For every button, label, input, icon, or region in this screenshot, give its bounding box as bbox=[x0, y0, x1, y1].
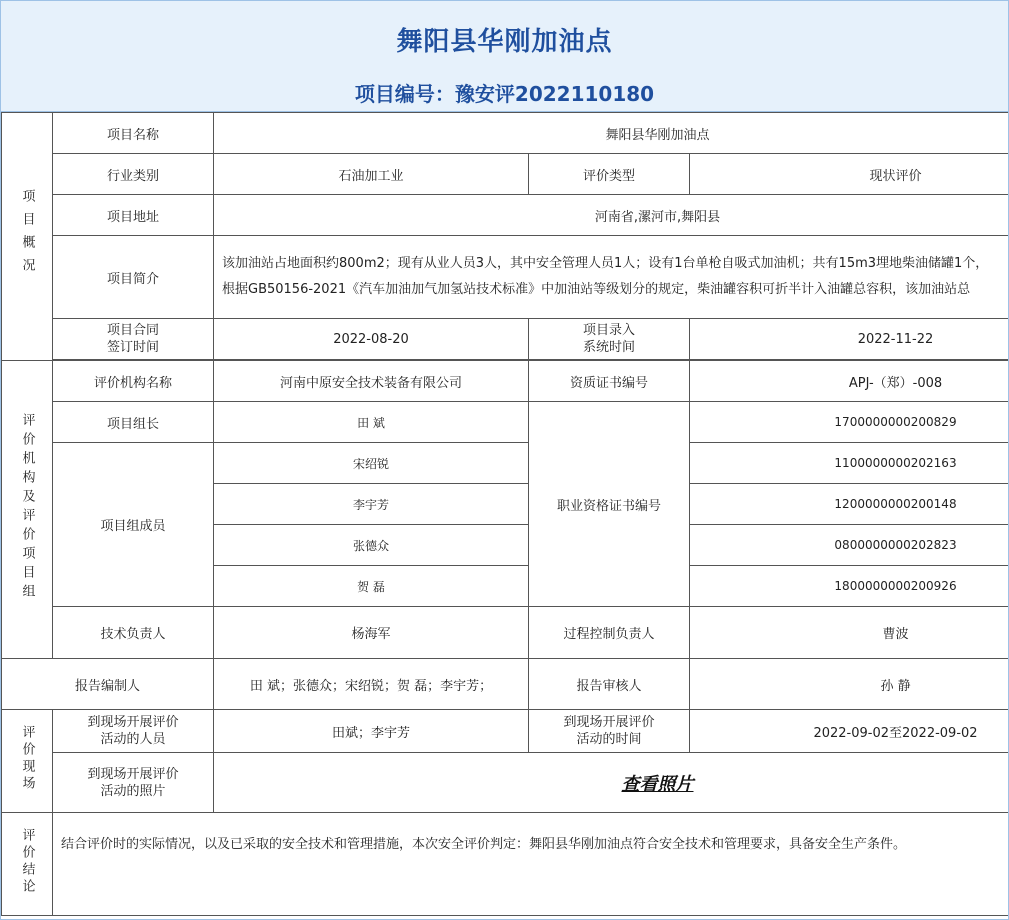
eval-type-value: 现状评价 bbox=[690, 154, 1009, 195]
conclusion-text: 结合评价时的实际情况，以及已采取的安全技术和管理措施，本次安全评价判定：舞阳县华刚加油点符合安全技术和管理要求，具备安全生产条件。 bbox=[53, 813, 1009, 916]
process-lead-label: 过程控制负责人 bbox=[529, 607, 690, 659]
page-header bbox=[1, 1, 1008, 112]
industry-label: 行业类别 bbox=[53, 154, 214, 195]
site-time-value: 2022-09-02至2022-09-02 bbox=[690, 710, 1009, 753]
site-photo-label: 到现场开展评价 活动的照片 bbox=[53, 753, 214, 813]
industry-value: 石油加工业 bbox=[214, 154, 529, 195]
site-section-label: 评价现场 bbox=[2, 710, 53, 813]
member-cert: 1100000000202163 bbox=[690, 443, 1009, 484]
site-photo-cell bbox=[214, 753, 1009, 813]
entry-date-label: 项目录入 系统时间 bbox=[529, 319, 690, 360]
intro-line-2: 根据GB50156-2021《汽车加油加气加氢站技术标准》中加油站等级划分的规定，柴油罐容积可折半计入油罐总容积，该加油站总 bbox=[222, 282, 971, 297]
site-people-value: 田斌；李宇芳 bbox=[214, 710, 529, 753]
page-title: 舞阳县华刚加油点 bbox=[396, 27, 613, 57]
project-name-label: 项目名称 bbox=[53, 113, 214, 154]
leader-name: 田 斌 bbox=[214, 402, 529, 443]
address-value: 河南省,漯河市,舞阳县 bbox=[214, 195, 1009, 236]
contract-date-value: 2022-08-20 bbox=[214, 319, 529, 360]
member-name: 张德众 bbox=[214, 525, 529, 566]
intro-line-1: 该加油站占地面积约800m2；现有从业人员3人，其中安全管理人员1人；设有1台单枪自吸式加油机；共有15m3埋地柴油储罐1个， bbox=[222, 256, 989, 271]
members-label: 项目组成员 bbox=[53, 443, 214, 607]
qualification-cert-label: 资质证书编号 bbox=[529, 361, 690, 402]
member-cert: 1800000000200926 bbox=[690, 566, 1009, 607]
org-section-label: 评价机构及评价项目组 bbox=[2, 361, 53, 659]
intro-text bbox=[214, 236, 1009, 319]
leader-cert: 1700000000200829 bbox=[690, 402, 1009, 443]
report-author-value: 田 斌；张德众；宋绍锐；贺 磊；李宇芳； bbox=[214, 659, 529, 710]
site-time-label: 到现场开展评价 活动的时间 bbox=[529, 710, 690, 753]
report-reviewer-value: 孙 静 bbox=[690, 659, 1009, 710]
intro-label: 项目简介 bbox=[53, 236, 214, 319]
overview-section-label: 项目概况 bbox=[2, 113, 53, 361]
report-reviewer-label: 报告审核人 bbox=[529, 659, 690, 710]
project-number: 项目编号：豫安评2022110180 bbox=[354, 82, 655, 106]
member-cert: 1200000000200148 bbox=[690, 484, 1009, 525]
view-photos-link[interactable]: 查看照片 bbox=[621, 773, 694, 795]
process-lead-value: 曹波 bbox=[690, 607, 1009, 659]
org-name-value: 河南中原安全技术装备有限公司 bbox=[214, 361, 529, 402]
member-cert: 0800000000202823 bbox=[690, 525, 1009, 566]
site-people-label: 到现场开展评价 活动的人员 bbox=[53, 710, 214, 753]
project-info-table bbox=[1, 112, 1009, 916]
member-name: 宋绍锐 bbox=[214, 443, 529, 484]
address-label: 项目地址 bbox=[53, 195, 214, 236]
entry-date-value: 2022-11-22 bbox=[690, 319, 1009, 360]
member-name: 贺 磊 bbox=[214, 566, 529, 607]
tech-lead-label: 技术负责人 bbox=[53, 607, 214, 659]
contract-date-label: 项目合同 签订时间 bbox=[53, 319, 214, 360]
qualification-cert-value: APJ-（郑）-008 bbox=[690, 361, 1009, 402]
member-name: 李宇芳 bbox=[214, 484, 529, 525]
professional-cert-label: 职业资格证书编号 bbox=[529, 402, 690, 607]
conclusion-section-label: 评价结论 bbox=[2, 813, 53, 916]
leader-label: 项目组长 bbox=[53, 402, 214, 443]
tech-lead-value: 杨海军 bbox=[214, 607, 529, 659]
report-author-label: 报告编制人 bbox=[2, 659, 214, 710]
project-name-value: 舞阳县华刚加油点 bbox=[214, 113, 1009, 154]
org-name-label: 评价机构名称 bbox=[53, 361, 214, 402]
eval-type-label: 评价类型 bbox=[529, 154, 690, 195]
